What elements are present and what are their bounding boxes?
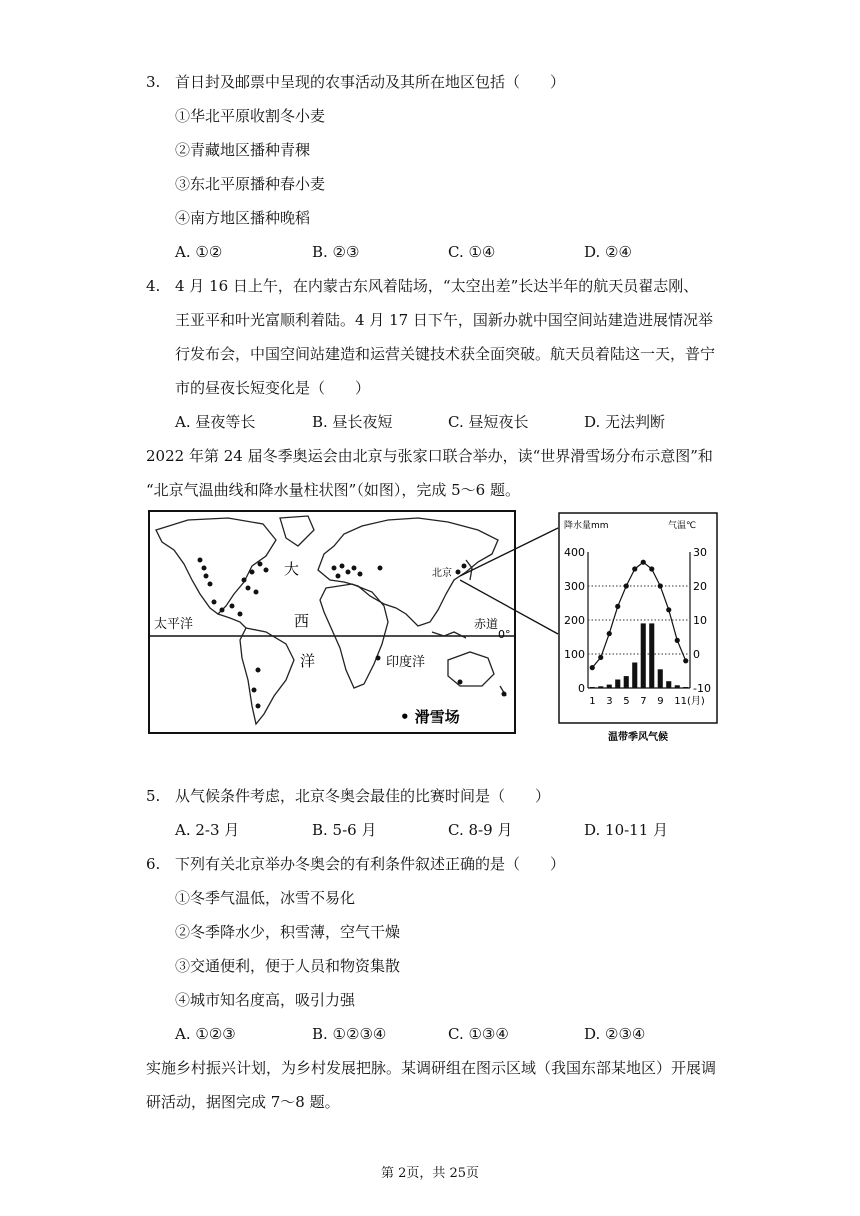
q5-stem: 从气候条件考虑，北京冬奥会最佳的比赛时间是（ ） [175, 787, 551, 805]
q3-item-2: ②青藏地区播种青稞 [175, 141, 311, 159]
chart-left-tick-label: 100 [564, 648, 585, 661]
intro-7-8-line-1: 实施乡村振兴计划，为乡村发展把脉。某调研组在图示区域（我国东部某地区）开展调 [146, 1059, 717, 1077]
chart-precip-bar [590, 687, 595, 688]
chart-temp-point [590, 665, 595, 670]
chart-x-tick-label: 1 [589, 696, 596, 707]
q4-line-3: 行发布会，中国空间站建造和运营关键技术获全面突破。航天员着陆这一天，普宁 [175, 345, 716, 363]
q3-option-a: A. ①② [175, 243, 223, 261]
q3-option-d: D. ②④ [584, 243, 632, 261]
chart-precip-bar [615, 680, 620, 689]
chart-x-tick-label: 5 [623, 696, 630, 707]
q6-option-c: C. ①③④ [448, 1025, 509, 1043]
q3-stem: 首日封及邮票中呈现的农事活动及其所在地区包括（ ） [175, 73, 566, 91]
chart-left-tick-label: 300 [564, 580, 585, 593]
q5-option-a: A. 2-3 月 [175, 821, 240, 839]
q6-option-a: A. ①②③ [175, 1025, 236, 1043]
intro-5-6-line-1: 2022 年第 24 届冬季奥运会由北京与张家口联合举办，读“世界滑雪场分布示意图”和 [146, 447, 713, 465]
q3-option-c: C. ①④ [448, 243, 496, 261]
q6-option-b: B. ①②③④ [312, 1025, 387, 1043]
q6-option-d: D. ②③④ [584, 1025, 646, 1043]
chart-right-tick-label: 10 [693, 614, 707, 627]
label-pacific: 太平洋 [154, 617, 194, 632]
q6-item-2: ②冬季降水少，积雪薄，空气干燥 [175, 923, 401, 941]
chart-temp-point [666, 607, 671, 612]
label-xi: 西 [294, 612, 310, 630]
q4-line-2: 王亚平和叶光富顺利着陆。4 月 17 日下午，国新办就中国空间站建造进展情况举 [175, 311, 713, 329]
chart-left-tick-label: 200 [564, 614, 585, 627]
chart-precip-bar [632, 663, 637, 689]
chart-temp-point [632, 566, 637, 571]
label-da: 大 [284, 560, 300, 578]
q4-line-1: 4 月 16 日上午，在内蒙古东风着陆场，“太空出差”长达半年的航天员翟志刚、 [175, 277, 699, 295]
page-footer: 第 2页，共 25页 [380, 1166, 480, 1181]
q4-option-b: B. 昼长夜短 [312, 413, 393, 431]
callout-lines [460, 510, 570, 650]
label-equator: 赤道 [474, 617, 499, 631]
chart-left-tick-label: 0 [578, 682, 585, 695]
chart-left-axis-label: 降水量mm [564, 521, 609, 531]
q6-item-1: ①冬季气温低，冰雪不易化 [175, 889, 356, 907]
beijing-climate-chart [558, 512, 718, 744]
q4-option-d: D. 无法判断 [584, 413, 666, 431]
label-zero-degree: 0° [498, 628, 511, 641]
chart-x-tick-label: 11(月) [674, 696, 705, 707]
chart-caption: 温带季风气候 [608, 732, 668, 743]
label-indian-ocean: 印度洋 [386, 655, 426, 670]
q3-item-4: ④南方地区播种晚稻 [175, 209, 311, 227]
chart-right-axis-label: 气温℃ [668, 521, 697, 531]
q4-line-4: 市的昼夜长短变化是（ ） [175, 379, 371, 397]
q5-option-c: C. 8-9 月 [448, 821, 513, 839]
chart-temp-point [641, 560, 646, 565]
q6-item-3: ③交通便利，便于人员和物资集散 [175, 957, 401, 975]
q3-item-3: ③东北平原播种春小麦 [175, 175, 326, 193]
intro-5-6-line-2: “北京气温曲线和降水量柱状图”（如图），完成 5～6 题。 [146, 481, 520, 499]
q6-item-4: ④城市知名度高，吸引力强 [175, 991, 356, 1009]
chart-precip-bar [658, 669, 663, 688]
chart-precip-bar [624, 676, 629, 688]
chart-precip-bar [649, 623, 654, 688]
q6-number: 6. [146, 855, 161, 873]
chart-temp-point [615, 604, 620, 609]
q4-number: 4. [146, 277, 161, 295]
chart-temp-point [624, 583, 629, 588]
q5-option-d: D. 10-11 月 [584, 821, 669, 839]
chart-temp-point [598, 655, 603, 660]
chart-right-tick-label: 0 [693, 648, 700, 661]
chart-temp-point [607, 631, 612, 636]
chart-temp-point [658, 583, 663, 588]
chart-temp-point [649, 566, 654, 571]
chart-precip-bar [641, 623, 646, 688]
chart-right-tick-label: -10 [693, 682, 711, 695]
chart-precip-bar [607, 685, 612, 688]
chart-precip-bar [666, 681, 671, 688]
q5-number: 5. [146, 787, 161, 805]
chart-precip-bar [683, 687, 688, 688]
map-legend-ski-resort: • 滑雪场 [400, 708, 460, 726]
chart-right-tick-label: 30 [693, 546, 707, 559]
chart-precip-bar [675, 685, 680, 688]
chart-x-tick-label: 7 [640, 696, 647, 707]
q6-stem: 下列有关北京举办冬奥会的有利条件叙述正确的是（ ） [175, 855, 566, 873]
label-beijing: 北京 [432, 568, 452, 579]
chart-right-tick-label: 20 [693, 580, 707, 593]
q4-option-a: A. 昼夜等长 [175, 413, 256, 431]
q4-option-c: C. 昼短夜长 [448, 413, 529, 431]
q3-item-1: ①华北平原收割冬小麦 [175, 107, 326, 125]
chart-precip-bar [598, 686, 603, 688]
q3-number: 3. [146, 73, 161, 91]
chart-temp-point [683, 658, 688, 663]
label-yang: 洋 [300, 652, 316, 670]
chart-left-tick-label: 400 [564, 546, 585, 559]
chart-x-tick-label: 9 [657, 696, 664, 707]
intro-7-8-line-2: 研活动，据图完成 7～8 题。 [146, 1093, 340, 1111]
chart-temp-point [675, 638, 680, 643]
chart-x-tick-label: 3 [606, 696, 613, 707]
q5-option-b: B. 5-6 月 [312, 821, 377, 839]
q3-option-b: B. ②③ [312, 243, 360, 261]
